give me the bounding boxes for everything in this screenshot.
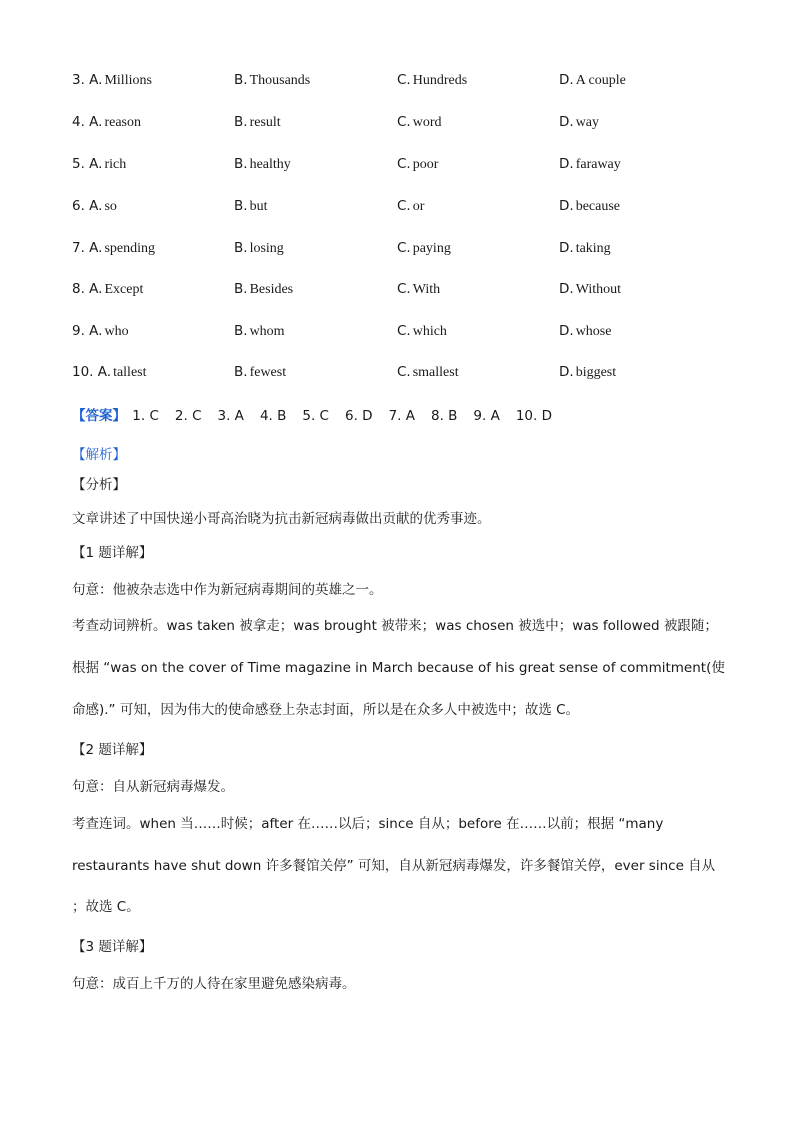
option-text: taking <box>575 241 611 256</box>
answer-item: 5. C <box>302 408 329 424</box>
question-row <box>0 323 794 347</box>
option-text: way <box>575 115 600 130</box>
option-label: D. <box>559 364 574 380</box>
option-b <box>234 72 310 89</box>
option-d <box>559 156 621 173</box>
option-text: faraway <box>575 157 621 172</box>
option-d <box>559 114 599 131</box>
option-label: D. <box>559 281 574 297</box>
option-d <box>559 240 611 257</box>
question-row <box>0 114 794 138</box>
option-text: whose <box>575 324 612 339</box>
option-text: biggest <box>575 365 617 380</box>
option-c <box>397 240 451 257</box>
option-label: B. <box>234 323 248 339</box>
option-text: With <box>412 282 441 297</box>
answer-item: 10. D <box>515 408 552 424</box>
answer-item: 3. A <box>217 408 244 424</box>
option-label: C. <box>397 281 411 297</box>
option-b <box>234 323 285 340</box>
option-c <box>397 364 459 381</box>
option-b <box>234 240 284 257</box>
q3-meaning: 句意：成百上千万的人待在家里避免感染病毒。 <box>72 976 356 992</box>
option-label: B. <box>234 114 248 130</box>
option-text: tallest <box>113 365 147 380</box>
q1-explain-line1: 考查动词辨析。was taken 被拿走；was brought 被带来；was chosen 被选中；was followed 被跟随； <box>72 618 718 634</box>
option-label: C. <box>397 364 411 380</box>
option-c <box>397 72 467 89</box>
option-text: which <box>412 324 447 339</box>
option-c <box>397 323 447 340</box>
option-text: but <box>249 199 268 214</box>
option-text: Thousands <box>249 73 311 88</box>
option-text: Besides <box>249 282 294 297</box>
answer-item: 9. A <box>473 408 500 424</box>
option-a <box>72 114 141 131</box>
option-label: C. <box>397 156 411 172</box>
option-c <box>397 156 438 173</box>
option-label: C. <box>397 198 411 214</box>
answer-line <box>72 404 568 424</box>
option-d <box>559 198 620 215</box>
answer-item: 7. A <box>388 408 415 424</box>
q2-meaning: 句意：自从新冠病毒爆发。 <box>72 779 234 795</box>
option-label: 5. A. <box>72 156 103 172</box>
option-label: C. <box>397 114 411 130</box>
option-label: B. <box>234 240 248 256</box>
option-text: paying <box>412 241 451 256</box>
option-label: B. <box>234 198 248 214</box>
option-label: 4. A. <box>72 114 103 130</box>
answer-item: 4. B <box>259 408 287 424</box>
question-row <box>0 364 794 388</box>
option-label: D. <box>559 114 574 130</box>
option-d <box>559 364 616 381</box>
answer-item: 1. C <box>132 408 159 424</box>
option-label: 9. A. <box>72 323 103 339</box>
option-label: D. <box>559 323 574 339</box>
option-label: C. <box>397 323 411 339</box>
option-label: 7. A. <box>72 240 103 256</box>
option-b <box>234 281 293 298</box>
option-a <box>72 156 126 173</box>
option-a <box>72 240 155 257</box>
option-label: C. <box>397 72 411 88</box>
option-d <box>559 72 626 89</box>
q1-meaning: 句意：他被杂志选中作为新冠病毒期间的英雄之一。 <box>72 582 383 598</box>
option-c <box>397 281 440 298</box>
option-label: C. <box>397 240 411 256</box>
question-row <box>0 156 794 180</box>
option-label: B. <box>234 281 248 297</box>
option-a <box>72 364 147 381</box>
option-text: so <box>104 199 117 214</box>
answer-tag: 【答案】 <box>72 408 126 424</box>
answer-list <box>130 408 568 424</box>
option-text: result <box>249 115 281 130</box>
option-label: D. <box>559 156 574 172</box>
option-label: 8. A. <box>72 281 103 297</box>
option-a <box>72 198 117 215</box>
option-text: Except <box>104 282 144 297</box>
option-b <box>234 114 281 131</box>
article-summary: 文章讲述了中国快递小哥高治晓为抗击新冠病毒做出贡献的优秀事迹。 <box>72 511 491 527</box>
analysis-tag: 【解析】 <box>72 447 126 463</box>
option-label: B. <box>234 364 248 380</box>
option-text: A couple <box>575 73 626 88</box>
q1-explain-line2: 根据 “was on the cover of Time magazine in March because of his great sense of commitment(使 <box>72 660 725 676</box>
option-label: D. <box>559 72 574 88</box>
option-text: spending <box>104 241 156 256</box>
option-b <box>234 198 267 215</box>
option-text: poor <box>412 157 439 172</box>
option-label: 10. A. <box>72 364 112 380</box>
option-label: D. <box>559 240 574 256</box>
q2-explain-line3: ；故选 C。 <box>72 899 140 915</box>
option-d <box>559 323 611 340</box>
option-label: D. <box>559 198 574 214</box>
option-label: B. <box>234 156 248 172</box>
q1-explain-line3: 命感).” 可知，因为伟大的使命感登上杂志封面，所以是在众多人中被选中；故选 C。 <box>72 702 580 718</box>
question-row <box>0 72 794 96</box>
option-c <box>397 114 442 131</box>
q2-explain-line1: 考查连词。when 当……时候；after 在……以后；since 自从；before 在……以前；根据 “many <box>72 816 664 832</box>
answer-item: 8. B <box>430 408 458 424</box>
option-text: word <box>412 115 442 130</box>
fenxi-tag: 【分析】 <box>72 477 126 493</box>
option-label: 3. A. <box>72 72 103 88</box>
q3-heading: 【3 题详解】 <box>72 939 153 955</box>
answer-item: 2. C <box>174 408 202 424</box>
option-text: Without <box>575 282 622 297</box>
q2-heading: 【2 题详解】 <box>72 742 153 758</box>
question-row <box>0 198 794 222</box>
option-text: fewest <box>249 365 287 380</box>
option-a <box>72 281 143 298</box>
option-text: healthy <box>249 157 291 172</box>
question-row <box>0 281 794 305</box>
option-text: Millions <box>104 73 152 88</box>
option-b <box>234 364 286 381</box>
option-text: reason <box>104 115 142 130</box>
option-text: or <box>412 199 425 214</box>
option-text: Hundreds <box>412 73 468 88</box>
option-text: who <box>104 324 129 339</box>
option-b <box>234 156 291 173</box>
q1-heading: 【1 题详解】 <box>72 545 153 561</box>
answer-item: 6. D <box>344 408 373 424</box>
option-a <box>72 323 129 340</box>
option-text: rich <box>104 157 127 172</box>
option-d <box>559 281 621 298</box>
question-row <box>0 240 794 264</box>
option-c <box>397 198 424 215</box>
option-text: smallest <box>412 365 459 380</box>
option-text: whom <box>249 324 285 339</box>
option-text: losing <box>249 241 284 256</box>
option-label: 6. A. <box>72 198 103 214</box>
option-text: because <box>575 199 620 214</box>
option-a <box>72 72 152 89</box>
q2-explain-line2: restaurants have shut down 许多餐馆关停” 可知，自从新冠病毒爆发，许多餐馆关停，ever since 自从 <box>72 858 716 874</box>
option-label: B. <box>234 72 248 88</box>
